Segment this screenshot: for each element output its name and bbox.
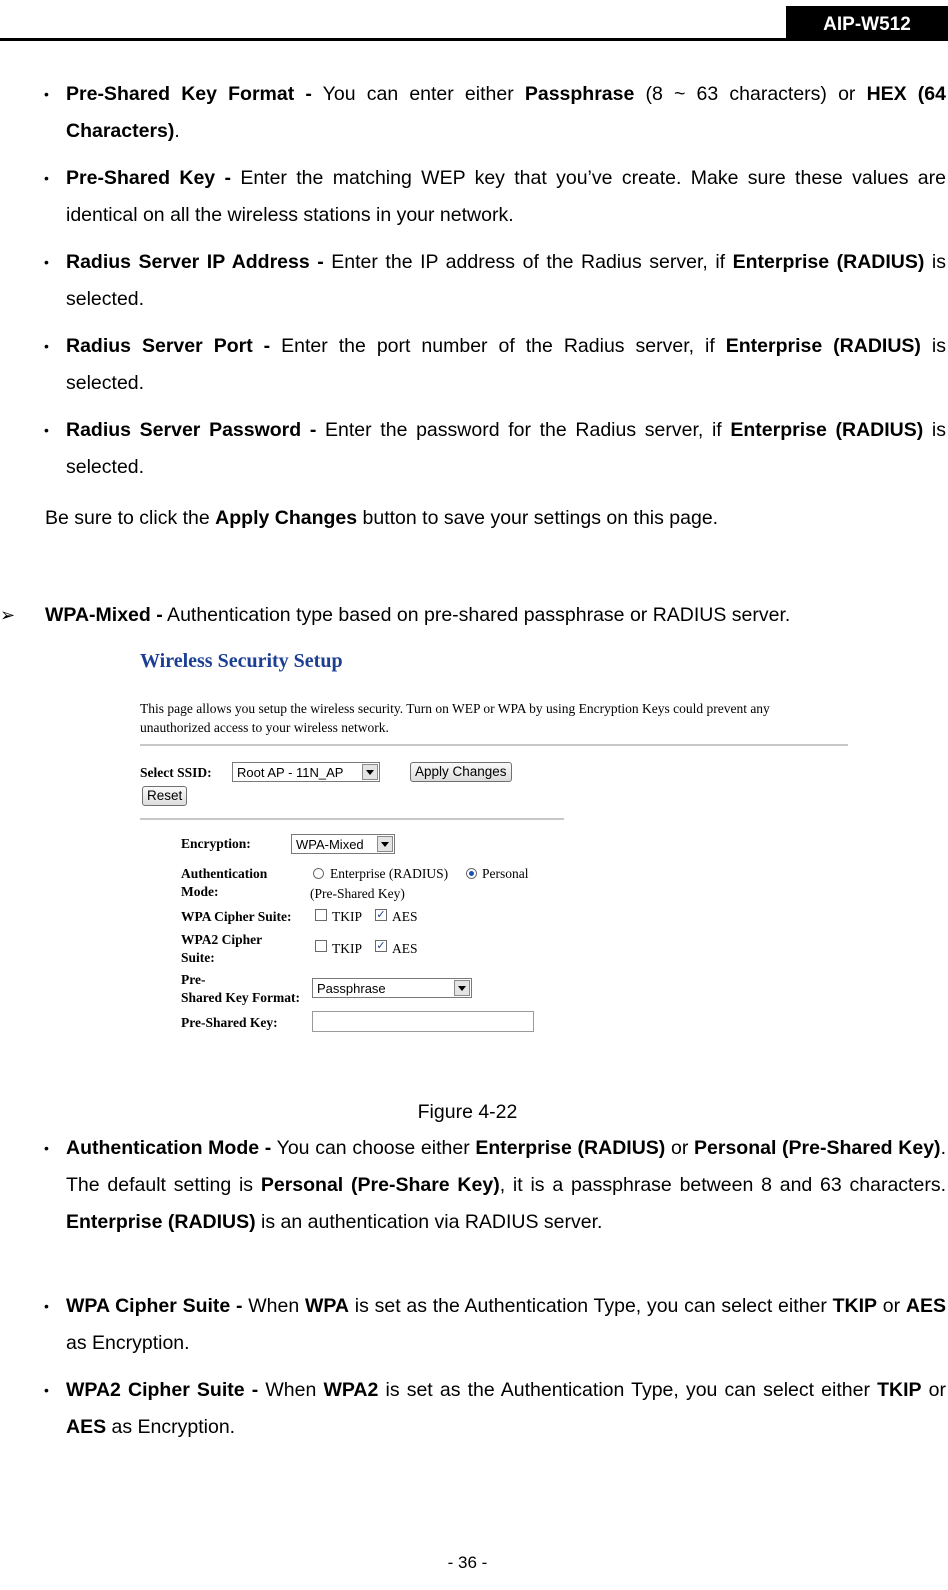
bullet-radius-password: • Radius Server Password - Enter the password for the Radius server, if Enterprise (RADIUS) is selected. bbox=[66, 412, 946, 486]
bullet-dot-icon: • bbox=[44, 422, 49, 438]
bullet-auth-mode: • Authentication Mode - You can choose either Enterprise (RADIUS) or Personal (Pre-Shared Key). The default setting is Personal (Pre-Share Key), it is a passphrase between 8 and 63 characters. Enterprise (RADIUS) is an authentication via RADIUS server. bbox=[66, 1130, 946, 1241]
psk-label: Pre-Shared Key: bbox=[181, 1015, 278, 1030]
bullet-radius-ip: • Radius Server IP Address - Enter the IP address of the Radius server, if Enterprise (RADIUS) is selected. bbox=[66, 244, 946, 318]
bullet-radius-port: • Radius Server Port - Enter the port number of the Radius server, if Enterprise (RADIUS) is selected. bbox=[66, 328, 946, 402]
auth-mode-label: Authentication Mode: bbox=[181, 866, 268, 899]
auth-enterprise-radio[interactable] bbox=[313, 868, 324, 879]
arrow-bullet-icon: ➢ bbox=[0, 605, 16, 625]
wpa-tkip-label: TKIP bbox=[332, 909, 362, 924]
bullet-dot-icon: • bbox=[44, 170, 49, 186]
bullet-dot-icon: • bbox=[44, 1140, 49, 1156]
wpa2-tkip-label: TKIP bbox=[332, 941, 362, 956]
reset-button[interactable]: Reset bbox=[142, 786, 187, 806]
psk-input[interactable] bbox=[312, 1011, 534, 1032]
screenshot-description: This page allows you setup the wireless security. Turn on WEP or WPA by using Encryption Keys could prevent any unauthorized access to your wireless network. bbox=[140, 701, 770, 735]
bullet-wpa-cipher: • WPA Cipher Suite - When WPA is set as the Authentication Type, you can select either TKIP or AES as Encryption. bbox=[66, 1288, 946, 1362]
bullet-dot-icon: • bbox=[44, 1298, 49, 1314]
ssid-select[interactable]: Root AP - 11N_AP bbox=[232, 762, 380, 782]
chevron-down-icon bbox=[454, 980, 470, 996]
header-model-tab: AIP-W512 bbox=[786, 6, 948, 40]
figure-caption: Figure 4-22 bbox=[417, 1101, 518, 1123]
bullet-wpa2-cipher: • WPA2 Cipher Suite - When WPA2 is set as the Authentication Type, you can select either TKIP or AES as Encryption. bbox=[66, 1372, 946, 1446]
divider bbox=[140, 744, 848, 746]
psk-format-label: Pre- Shared Key Format: bbox=[181, 972, 300, 1005]
wireless-security-screenshot bbox=[140, 650, 860, 1050]
auth-personal-sublabel: (Pre-Shared Key) bbox=[310, 886, 405, 901]
bullet-dot-icon: • bbox=[44, 254, 49, 270]
encryption-select[interactable]: WPA-Mixed bbox=[291, 834, 395, 854]
select-ssid-label: Select SSID: bbox=[140, 765, 212, 780]
wpa-aes-checkbox[interactable]: ✓ bbox=[376, 909, 386, 921]
divider bbox=[140, 818, 564, 820]
bullet-dot-icon: • bbox=[44, 1382, 49, 1398]
encryption-label: Encryption: bbox=[181, 836, 251, 851]
wpa2-aes-checkbox[interactable]: ✓ bbox=[376, 940, 386, 952]
bullet-dot-icon: • bbox=[44, 338, 49, 354]
wpa2-aes-label: AES bbox=[392, 941, 418, 956]
apply-note: Be sure to click the Apply Changes button to save your settings on this page. bbox=[45, 507, 719, 529]
bullet-psk-format: • Pre-Shared Key Format - You can enter either Passphrase (8 ~ 63 characters) or HEX (64 Characters). bbox=[66, 76, 946, 150]
auth-personal-label: Personal bbox=[482, 866, 529, 881]
wpa2-cipher-label: WPA2 Cipher Suite: bbox=[181, 932, 263, 965]
bullet-psk: • Pre-Shared Key - Enter the matching WEP key that you’ve create. Make sure these values are identical on all the wireless stations in your network. bbox=[66, 160, 946, 234]
psk-format-select[interactable]: Passphrase bbox=[312, 978, 472, 998]
wpa2-tkip-checkbox[interactable] bbox=[315, 940, 327, 952]
chevron-down-icon bbox=[377, 836, 393, 852]
apply-changes-button[interactable]: Apply Changes bbox=[410, 762, 512, 782]
wpa-cipher-label: WPA Cipher Suite: bbox=[181, 909, 292, 924]
bullet-dot-icon: • bbox=[44, 86, 49, 102]
auth-enterprise-label: Enterprise (RADIUS) bbox=[330, 866, 449, 881]
auth-personal-radio[interactable] bbox=[466, 868, 477, 879]
screenshot-title: Wireless Security Setup bbox=[140, 650, 343, 672]
wpa-tkip-checkbox[interactable] bbox=[315, 909, 327, 921]
wpa-aes-label: AES bbox=[392, 909, 418, 924]
page-number: - 36 - bbox=[447, 1553, 488, 1572]
chevron-down-icon bbox=[362, 764, 378, 780]
